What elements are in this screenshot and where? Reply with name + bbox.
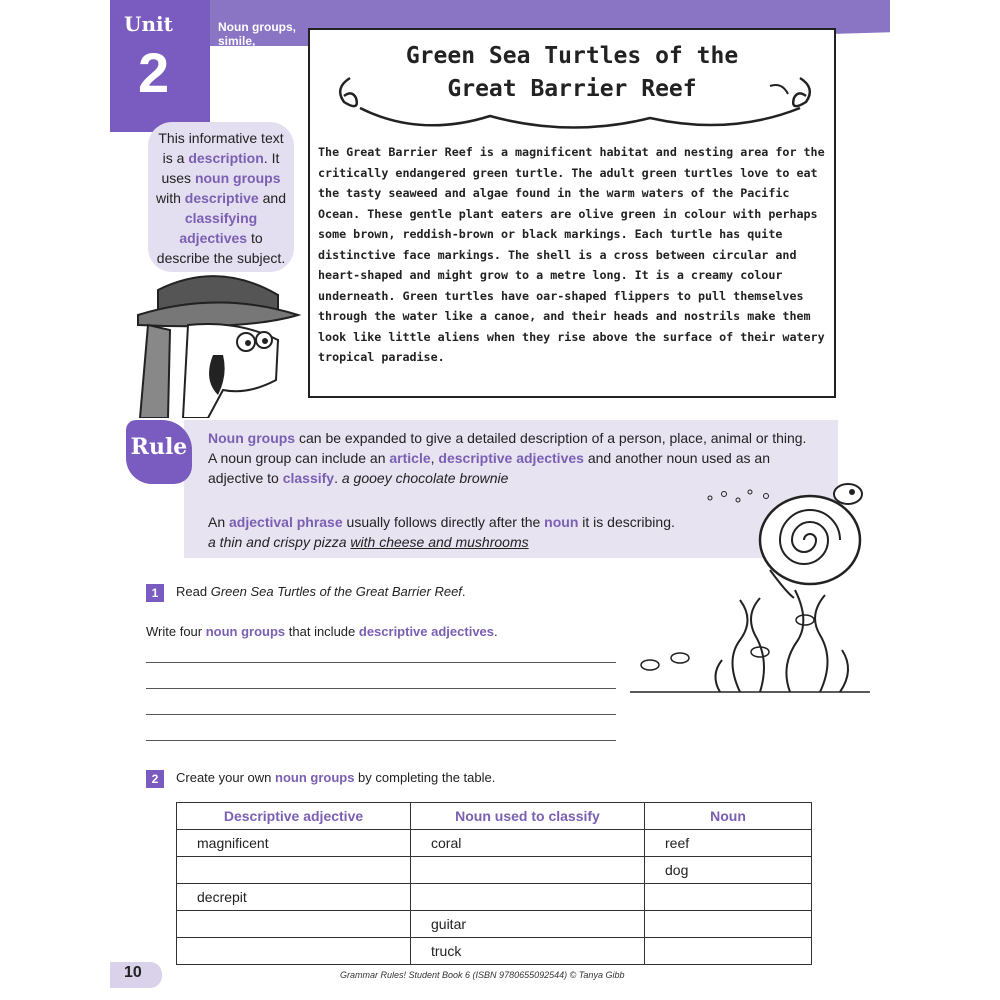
- table-header-row: [177, 803, 812, 830]
- passage-title: Green Sea Turtles of the Great Barrier Reef: [405, 43, 739, 102]
- keyword: adjectival phrase: [229, 514, 343, 530]
- table-cell[interactable]: dog: [645, 857, 812, 884]
- table-cell[interactable]: [177, 938, 411, 965]
- example-text: a gooey chocolate brownie: [341, 470, 509, 486]
- table-row: [177, 857, 812, 884]
- unit-topics: Noun groups, simile, objective and subjective language: [218, 20, 296, 90]
- table-cell[interactable]: coral: [411, 830, 645, 857]
- table-cell[interactable]: [177, 857, 411, 884]
- rule-badge-label: Rule: [130, 434, 188, 460]
- table-cell[interactable]: magnificent: [177, 830, 411, 857]
- question-2-text: Create your own noun groups by completing the table.: [176, 770, 496, 785]
- keyword: Noun groups: [208, 430, 296, 446]
- keyword: description: [188, 150, 264, 166]
- table-cell[interactable]: [645, 911, 812, 938]
- table-row: [177, 911, 812, 938]
- rule-paragraph-2: An adjectival phrase usually follows directly after the noun it is describing. a thin and crispy pizza with cheese and mushrooms: [208, 514, 675, 550]
- table-cell[interactable]: [411, 857, 645, 884]
- page-number: 10: [124, 964, 142, 981]
- table-cell[interactable]: [177, 911, 411, 938]
- keyword: article: [389, 450, 431, 466]
- footer-credit: Grammar Rules! Student Book 6 (ISBN 9780655092544) © Tanya Gibb: [340, 970, 625, 980]
- answer-line[interactable]: [146, 688, 616, 689]
- keyword: descriptive adjectives: [438, 450, 584, 466]
- rule-paragraph-1: Noun groups can be expanded to give a detailed description of a person, place, animal or thing. A noun group can include an article, descriptive adjectives and another noun used as an adjective to classify. a gooey chocolate brownie: [208, 430, 807, 486]
- keyword: noun groups: [275, 770, 355, 785]
- noun-group-table: [176, 802, 812, 965]
- question-1-text: Read Green Sea Turtles of the Great Barrier Reef.: [176, 584, 466, 599]
- keyword: descriptive adjectives: [358, 624, 495, 639]
- explorer-character-illustration: [128, 270, 308, 418]
- question-number: 2: [146, 770, 164, 788]
- table-row: [177, 884, 812, 911]
- unit-number: 2: [138, 41, 170, 104]
- passage-body: The Great Barrier Reef is a magnificent habitat and nesting area for the critically endangered green turtle. The adult green turtles love to eat the tasty seaweed and algae found in the warm waters of the Pacific Ocean. These gentle plant eaters are olive green in colour with perhaps some brown, reddish-brown or black markings. Each turtle has quite distinctive face markings. The shell is a cross between circular and heart-shaped and might grow to a metre long. It is a creamy colour underneath. Green turtles have oar-shaped flippers to pull themselves through the water like a canoe, and their heads and nostrils make them look like little aliens when they rise above the surface of their watery tropical paradise.: [318, 145, 825, 364]
- unit-label: Unit: [124, 12, 173, 36]
- table-cell[interactable]: [645, 884, 812, 911]
- table-cell[interactable]: decrepit: [177, 884, 411, 911]
- question-1-instruction: Write four noun groups that include descriptive adjectives.: [146, 624, 498, 639]
- table-cell[interactable]: truck: [411, 938, 645, 965]
- table-row: [177, 830, 812, 857]
- answer-line[interactable]: [146, 662, 616, 663]
- table-header: Descriptive adjective: [177, 803, 411, 830]
- wave-decoration: [330, 68, 820, 132]
- keyword: noun groups: [205, 624, 286, 639]
- seaweed-fish-illustration: [630, 580, 870, 700]
- example-underlined-text: with cheese and mushrooms: [350, 534, 529, 550]
- example-text: a thin and crispy pizza: [208, 534, 351, 550]
- keyword: noun groups: [194, 170, 281, 186]
- table-cell[interactable]: [645, 938, 812, 965]
- keyword: descriptive: [184, 190, 259, 206]
- table-cell[interactable]: reef: [645, 830, 812, 857]
- speech-bubble-text: This informative text is a description. It uses noun groups with descriptive and classifying adjectives to describe the subject.: [156, 130, 286, 266]
- table-header: Noun: [645, 803, 812, 830]
- table-header: Noun used to classify: [411, 803, 645, 830]
- table-row: [177, 938, 812, 965]
- answer-line[interactable]: [146, 740, 616, 741]
- table-cell[interactable]: guitar: [411, 911, 645, 938]
- answer-line[interactable]: [146, 714, 616, 715]
- question-number: 1: [146, 584, 164, 602]
- keyword: noun: [544, 514, 579, 530]
- keyword: classifying adjectives: [179, 210, 258, 246]
- keyword: classify: [282, 470, 335, 486]
- table-cell[interactable]: [411, 884, 645, 911]
